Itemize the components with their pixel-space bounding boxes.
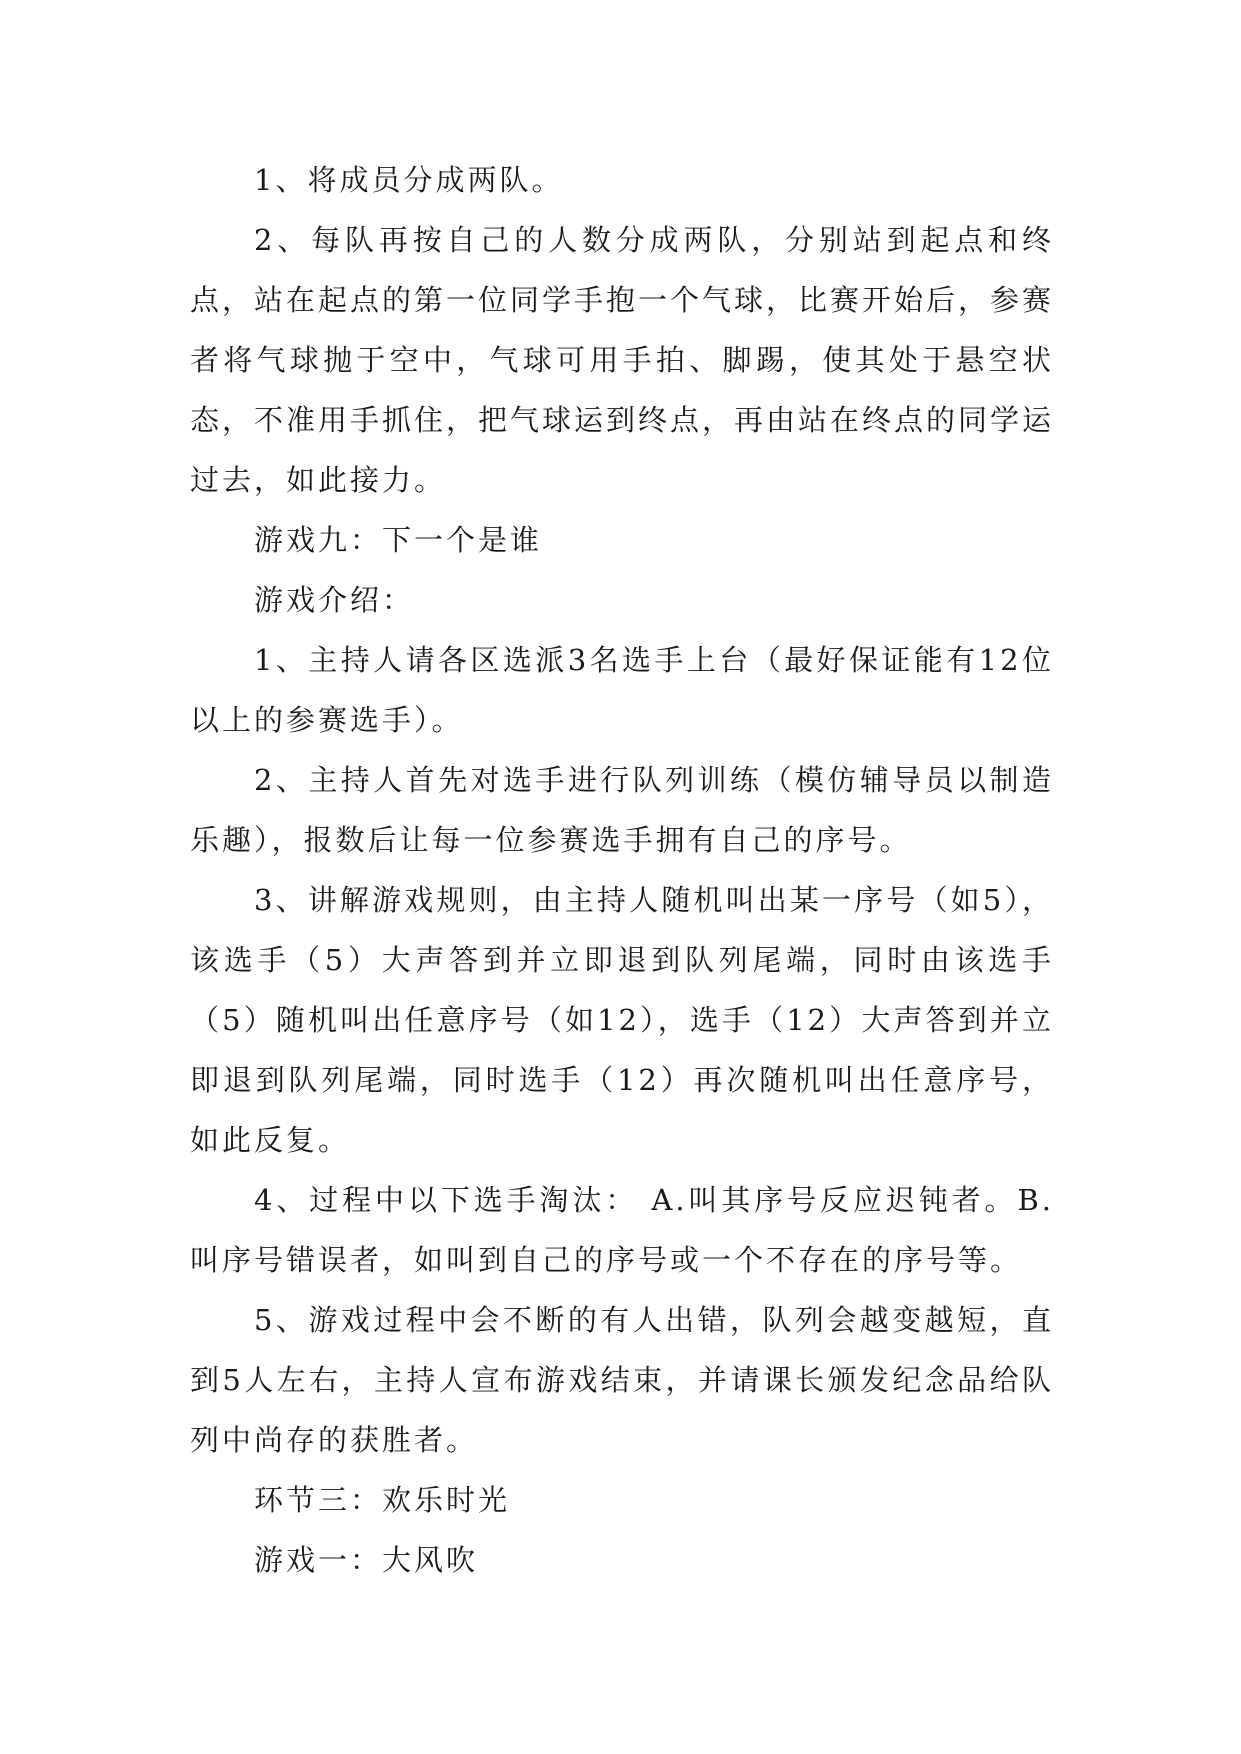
paragraph-step-2: 2、每队再按自己的人数分成两队，分别站到起点和终点，站在起点的第一位同学手抱一个气球，比赛开始后，参赛者将气球抛于空中，气球可用手拍、脚踢，使其处于悬空状态，不准用手抓住，把气球运到终点，再由站在终点的同学运过去，如此接力。 [190, 223, 1055, 497]
paragraph-rule-5: 5、游戏过程中会不断的有人出错，队列会越变越短，直到5人左右，主持人宣布游戏结束，并请课长颁发纪念品给队列中尚存的获胜者。 [190, 1303, 1054, 1457]
game-one-heading: 游戏一：大风吹 [254, 1543, 479, 1577]
document-page [190, 150, 1054, 1590]
game-intro-heading: 游戏介绍： [254, 583, 415, 617]
paragraph-rule-1: 1、主持人请各区选派3名选手上台（最好保证能有12位以上的参赛选手）。 [190, 643, 1054, 737]
paragraph-step-1: 1、将成员分成两队。 [254, 163, 564, 197]
paragraph-rule-4: 4、过程中以下选手淘汰： A.叫其序号反应迟钝者。B.叫序号错误者，如叫到自己的序号或一个不存在的序号等。 [190, 1183, 1054, 1277]
paragraph-rule-2: 2、主持人首先对选手进行队列训练（模仿辅导员以制造乐趣），报数后让每一位参赛选手拥有自己的序号。 [190, 763, 1054, 857]
paragraph-rule-3: 3、讲解游戏规则，由主持人随机叫出某一序号（如5），该选手（5）大声答到并立即退到队列尾端，同时由该选手（5）随机叫出任意序号（如12），选手（12）大声答到并立即退到队列尾端，同时选手（12）再次随机叫出任意序号，如此反复。 [190, 883, 1054, 1157]
game-nine-heading: 游戏九：下一个是谁 [254, 523, 543, 557]
section-three-heading: 环节三：欢乐时光 [254, 1483, 511, 1517]
